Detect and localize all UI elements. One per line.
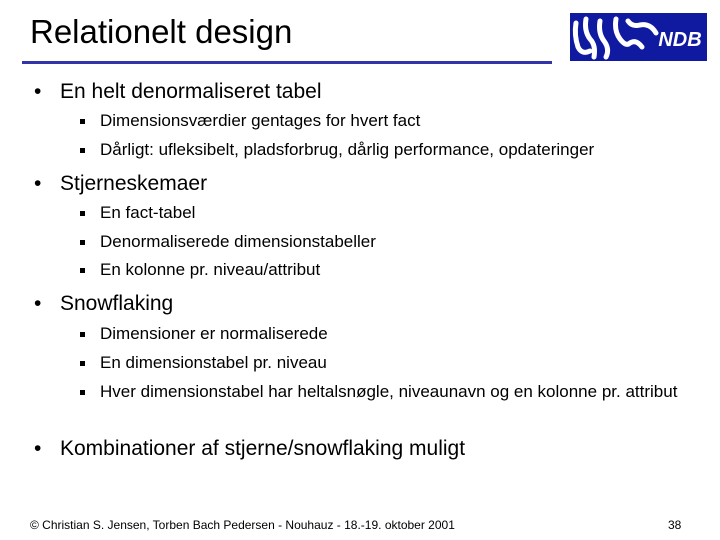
- bullet-dot: •: [34, 292, 42, 315]
- square-bullet-icon: [80, 390, 85, 395]
- page-title: Relationelt design: [30, 13, 293, 50]
- square-bullet-icon: [80, 119, 85, 124]
- footer-copyright: © Christian S. Jensen, Torben Bach Pedersen - Nouhauz - 18.-19. oktober 2001: [30, 518, 455, 532]
- square-bullet-icon: [80, 211, 85, 216]
- square-bullet-icon: [80, 148, 85, 153]
- title-underline: [22, 61, 552, 64]
- bullet-dot: •: [34, 437, 42, 460]
- square-bullet-icon: [80, 240, 85, 245]
- square-bullet-icon: [80, 268, 85, 273]
- logo-text: NDB: [658, 29, 702, 51]
- square-bullet-icon: [80, 361, 85, 366]
- page-number: 38: [668, 518, 682, 532]
- bullet-dot: •: [34, 80, 42, 103]
- ndb-logo: [570, 13, 707, 61]
- square-bullet-icon: [80, 332, 85, 337]
- bullet-dot: •: [34, 172, 42, 195]
